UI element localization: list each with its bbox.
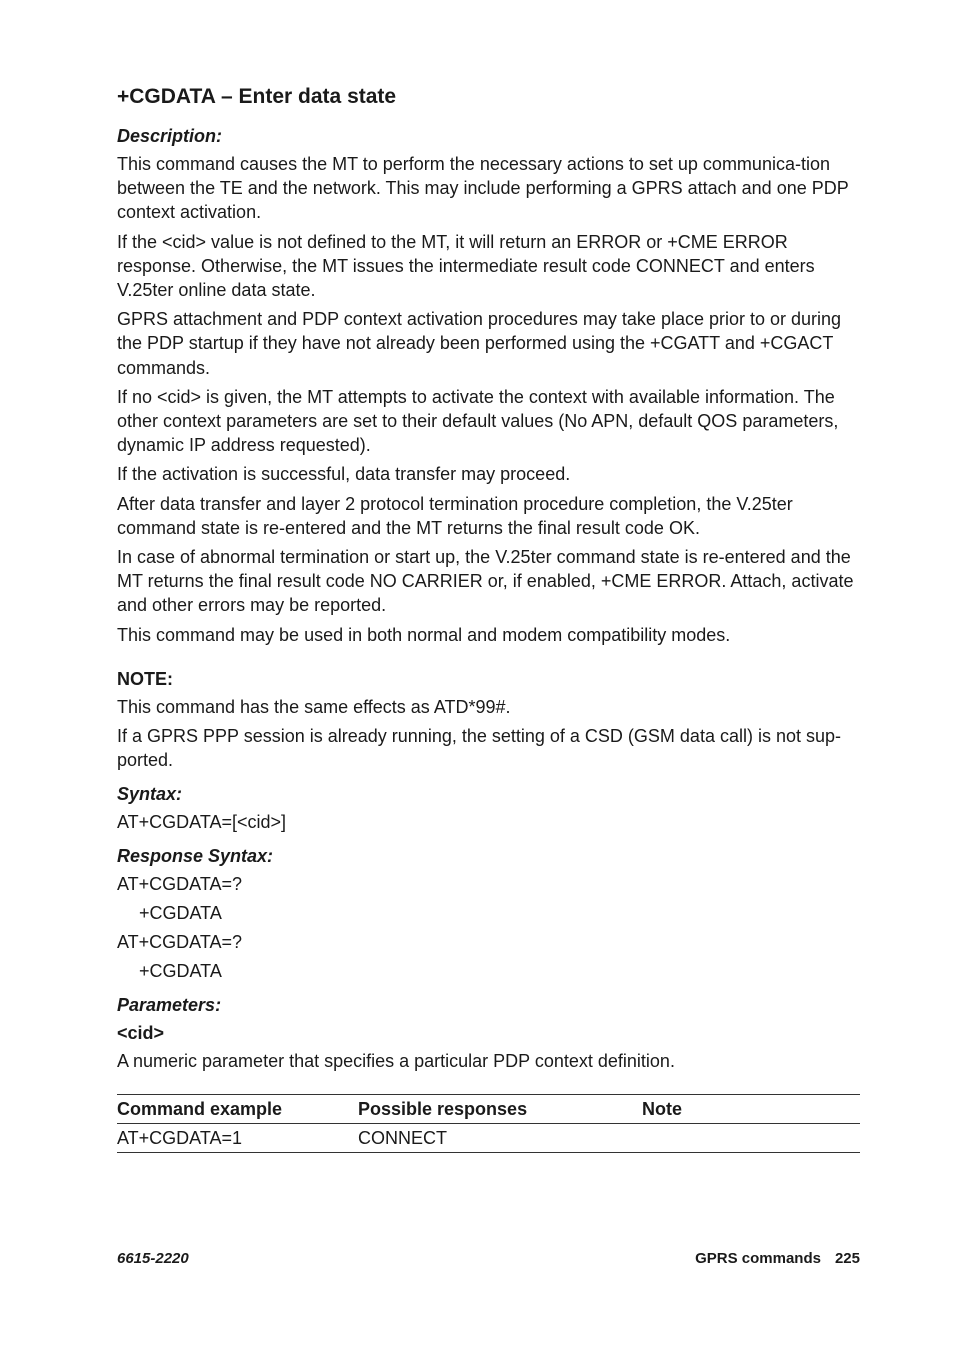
- description-paragraph: If the activation is successful, data transfer may proceed.: [117, 464, 571, 485]
- command-example-table: [117, 1094, 860, 1153]
- column-header-possible-responses: Possible responses: [358, 1098, 528, 1119]
- document-page: [117, 84, 860, 1153]
- response-line: +CGDATA: [139, 961, 222, 982]
- footer-doc-number: 6615-2220: [117, 1250, 189, 1267]
- table-row: [117, 1123, 860, 1152]
- description-paragraph: This command may be used in both normal and modem compatibility modes.: [117, 624, 731, 645]
- page-title: +CGDATA – Enter data state: [117, 85, 397, 108]
- note-paragraph: This command has the same effects as ATD*99#.: [117, 696, 511, 717]
- column-header-command-example: Command example: [117, 1098, 283, 1119]
- description-paragraph: If the <cid> value is not defined to the MT, it will return an ERROR or +CME ERROR response. Otherwise, the MT issues the intermediate result code CONNECT and enters V.25ter online data state.: [117, 231, 815, 301]
- description-heading: Description:: [117, 126, 223, 146]
- note-paragraph: If a GPRS PPP session is already running, the setting of a CSD (GSM data call) is not sup-ported.: [117, 726, 841, 771]
- response-line: AT+CGDATA=?: [117, 874, 243, 895]
- note-heading: NOTE:: [117, 668, 173, 689]
- table-cell-response: CONNECT: [358, 1127, 447, 1148]
- table-cell-command: AT+CGDATA=1: [117, 1127, 243, 1148]
- description-paragraph: If no <cid> is given, the MT attempts to activate the context with available information. The other context parameters are set to their default values (No APN, default QOS parameters, dynamic IP address requested).: [117, 386, 839, 456]
- description-paragraph: GPRS attachment and PDP context activation procedures may take place prior to or during the PDP startup if they have not already been performed using the +CGATT and +CGACT commands.: [117, 309, 842, 378]
- footer-section-title: GPRS commands: [695, 1250, 821, 1267]
- description-paragraph: This command causes the MT to perform the necessary actions to set up communica-tion between the TE and the network. This may include performing a GPRS attach and one PDP context activation.: [117, 154, 849, 223]
- table-header-row: [117, 1094, 860, 1123]
- syntax-heading: Syntax:: [117, 784, 183, 805]
- description-paragraph: In case of abnormal termination or start up, the V.25ter command state is re-entered and the MT returns the final result code NO CARRIER or, if enabled, +CME ERROR. Attach, activate and other errors may be reported.: [117, 547, 854, 616]
- parameters-heading: Parameters:: [117, 995, 222, 1016]
- parameter-name: <cid>: [117, 1023, 165, 1044]
- response-line: AT+CGDATA=?: [117, 932, 243, 953]
- response-line: +CGDATA: [139, 903, 222, 924]
- table-cell-note: [642, 1123, 860, 1152]
- response-syntax-heading: Response Syntax:: [117, 846, 274, 867]
- parameter-description: A numeric parameter that specifies a particular PDP context definition.: [117, 1051, 675, 1072]
- column-header-note: Note: [642, 1098, 682, 1119]
- description-paragraph: After data transfer and layer 2 protocol termination procedure completion, the V.25ter command state is re-entered and the MT returns the final result code OK.: [117, 493, 793, 538]
- footer-page-number: 225: [834, 1250, 860, 1267]
- footer-section: [695, 1250, 860, 1267]
- syntax-line: AT+CGDATA=[<cid>]: [117, 812, 287, 833]
